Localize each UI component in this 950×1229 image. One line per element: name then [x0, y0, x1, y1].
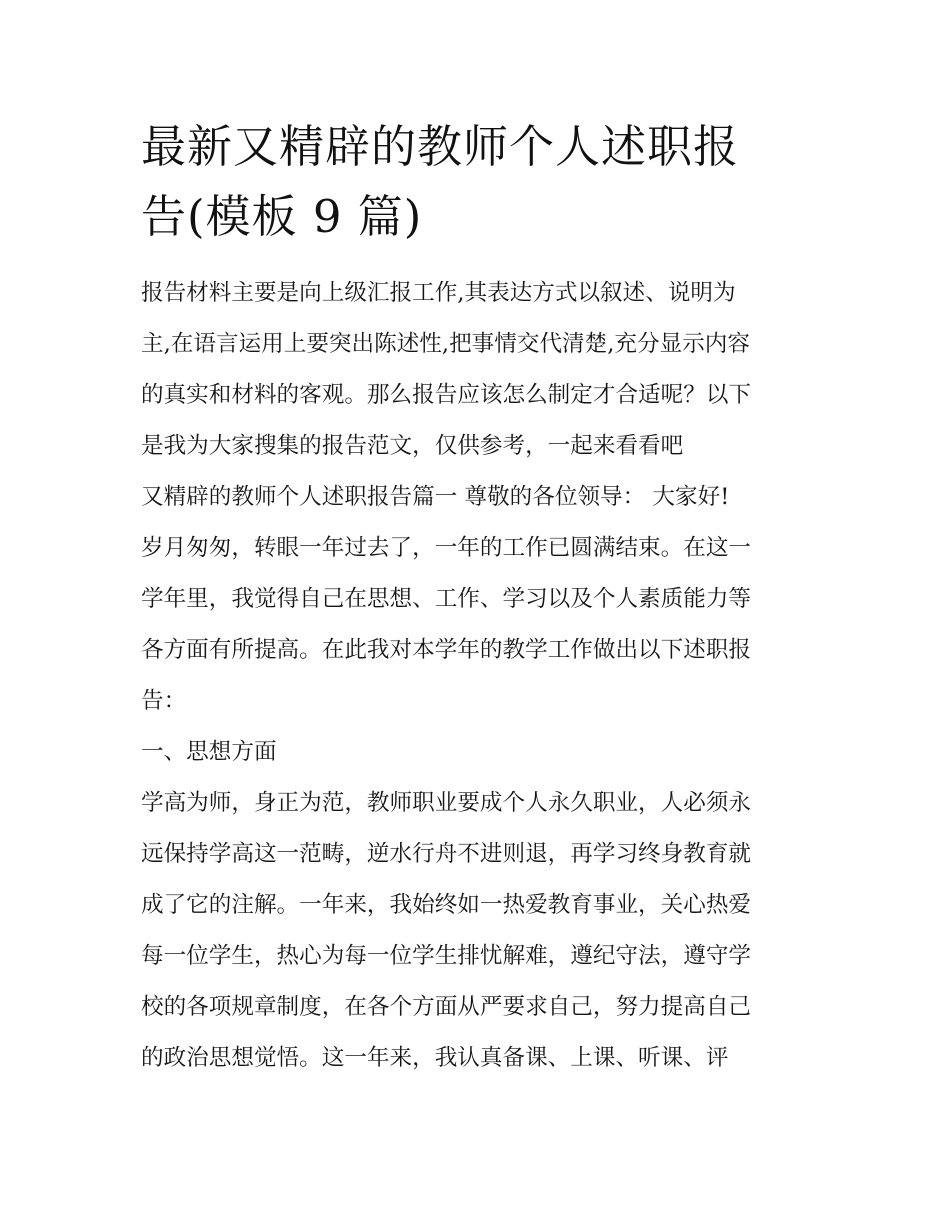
- text-line: 岁月匆匆，转眼一年过去了，一年的工作已圆满结束。在这一: [141, 535, 752, 561]
- text-line: 各方面有所提高。在此我对本学年的教学工作做出以下述职报: [141, 637, 752, 663]
- section-heading-text: 一、思想方面: [141, 739, 277, 765]
- document-body: [141, 112, 813, 1084]
- title-line: 最新又精辟的教师个人述职报: [141, 120, 740, 173]
- text-line: 的政治思想觉悟。这一年来，我认真备课、上课、听课、评: [141, 1045, 729, 1071]
- text-line: 主,在语言运用上要突出陈述性,把事情交代清楚,充分显示内容: [141, 331, 750, 357]
- text-line: 又精辟的教师个人述职报告篇一 尊敬的各位领导： 大家好!: [141, 484, 730, 510]
- greeting-line: [141, 472, 813, 523]
- section-heading: [141, 727, 813, 778]
- opening-paragraph: [141, 523, 813, 727]
- text-line: 每一位学生，热心为每一位学生排忧解难，遵纪守法，遵守学: [141, 943, 752, 969]
- text-line: 远保持学高这一范畴，逆水行舟不进则退，再学习终身教育就: [141, 841, 752, 867]
- title-line: 告(模板 9 篇): [141, 190, 423, 243]
- text-line: 校的各项规章制度，在各个方面从严要求自己，努力提高自己: [141, 994, 752, 1020]
- text-line: 学高为师，身正为范，教师职业要成个人永久职业，人必须永: [141, 790, 752, 816]
- text-line: 是我为大家搜集的报告范文，仅供参考，一起来看看吧: [141, 433, 684, 459]
- text-line: 报告材料主要是向上级汇报工作,其表达方式以叙述、说明为: [141, 280, 736, 306]
- section-paragraph: [141, 778, 813, 1084]
- text-line: 学年里，我觉得自己在思想、工作、学习以及个人素质能力等: [141, 586, 752, 612]
- intro-paragraph: [141, 268, 813, 472]
- document-title: [141, 112, 813, 252]
- text-line: 成了它的注解。一年来，我始终如一热爱教育事业，关心热爱: [141, 892, 752, 918]
- text-line: 的真实和材料的客观。那么报告应该怎么制定才合适呢？以下: [141, 382, 752, 408]
- text-line: 告：: [141, 688, 187, 714]
